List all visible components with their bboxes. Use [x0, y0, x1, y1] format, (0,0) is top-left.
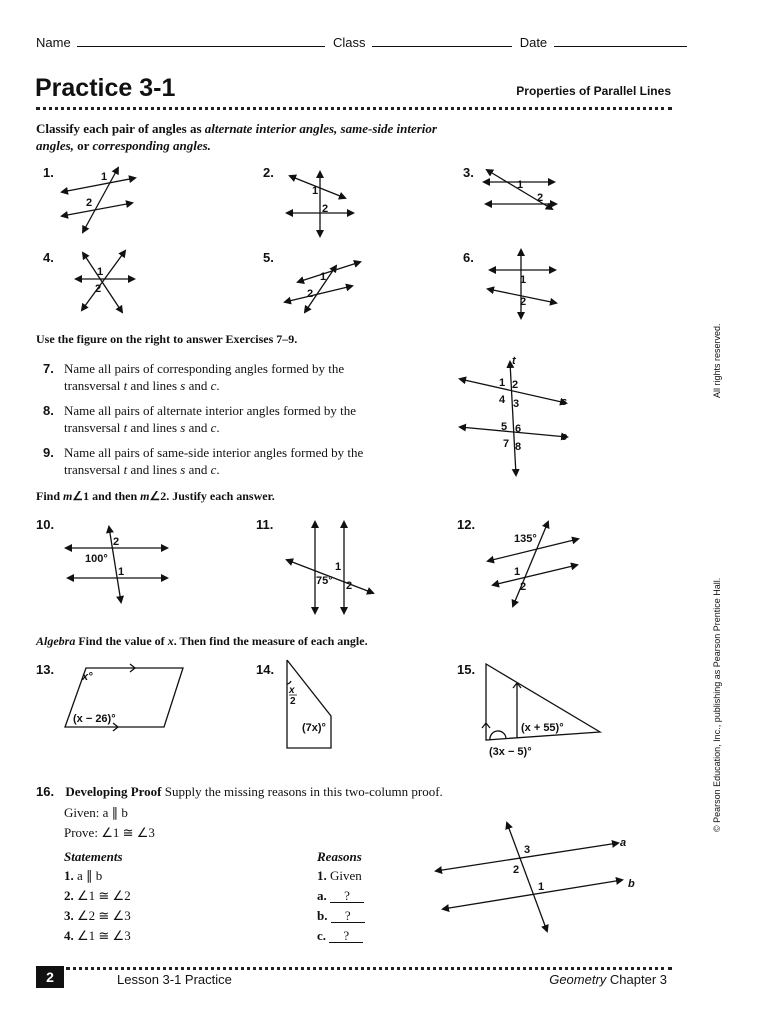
- figure-ex1: [62, 168, 135, 232]
- ex-num-10: 10.: [36, 517, 55, 532]
- footer-book: Geometry Chapter 3: [549, 972, 667, 987]
- label-ex16-2: 2: [513, 864, 520, 876]
- footer-divider: [66, 967, 672, 970]
- page-subtitle: Properties of Parallel Lines: [516, 84, 671, 98]
- prove: Prove: ∠1 ≅ ∠3: [64, 825, 155, 840]
- label-ex16-3: 3: [524, 844, 531, 856]
- label-angle-6: 6: [515, 423, 522, 435]
- ex-num-15: 15.: [457, 662, 476, 677]
- label-angle-1: 1: [499, 377, 506, 389]
- ex-num-14: 14.: [256, 662, 275, 677]
- label-ex3-2: 2: [537, 192, 544, 204]
- label-c: c: [561, 431, 568, 443]
- label-ex6-1: 1: [520, 274, 527, 286]
- label-ex15-3x5: (3x − 5)°: [489, 746, 532, 758]
- label-ex15-x55: (x + 55)°: [521, 722, 564, 734]
- statement-2: 2. ∠1 ≅ ∠2: [64, 888, 131, 903]
- figure-ex11: [287, 522, 373, 613]
- ex-num-1: 1.: [43, 165, 54, 180]
- reason-c[interactable]: c. ?: [317, 927, 363, 944]
- ex-num-3: 3.: [463, 165, 474, 180]
- label-ex3-1: 1: [517, 179, 524, 191]
- find-heading: Find m∠1 and then m∠2. Justify each answer.: [36, 489, 275, 503]
- label-s: s: [561, 396, 568, 408]
- label-angle-2: 2: [512, 379, 519, 391]
- date-label: Date: [519, 35, 548, 50]
- figure-ex16: [436, 823, 622, 931]
- label-ex12-135: 135°: [514, 533, 537, 545]
- label-ex11-75: 75°: [316, 575, 333, 587]
- statements-head: Statements: [64, 849, 123, 864]
- reason-a[interactable]: a. ?: [317, 887, 364, 904]
- label-ex16-b: b: [628, 878, 635, 890]
- page-title: Practice 3-1: [35, 74, 176, 102]
- ex-num-11: 11.: [256, 517, 274, 532]
- class-label: Class: [332, 35, 366, 50]
- reason-1: 1. Given: [317, 868, 362, 883]
- statement-4: 4. ∠1 ≅ ∠3: [64, 928, 131, 943]
- figure-ex5: [285, 262, 360, 312]
- exercise-8: 8. Name all pairs of alternate interior angles formed by the transversal t and lines s and c.: [43, 403, 357, 435]
- given: Given: a ∥ b: [64, 805, 128, 820]
- rights-reserved: All rights reserved.: [712, 323, 722, 398]
- exercise-9: 9. Name all pairs of same-side interior angles formed by the transversal t and lines s and c.: [43, 445, 364, 477]
- exercise-16: 16. Developing Proof Supply the missing reasons in this two-column proof.: [36, 784, 443, 799]
- label-ex12-2: 2: [520, 581, 527, 593]
- label-ex14-7x: (7x)°: [302, 722, 326, 734]
- label-ex16-1: 1: [538, 881, 545, 893]
- ex-num-13: 13.: [36, 662, 55, 677]
- label-ex2-2: 2: [322, 203, 329, 215]
- algebra-heading: Algebra Find the value of x. Then find the measure of each angle.: [36, 634, 368, 648]
- label-ex4-2: 2: [95, 283, 102, 295]
- ex-num-12: 12.: [457, 517, 476, 532]
- label-ex10-1: 1: [118, 566, 125, 578]
- label-ex13-x26: (x − 26)°: [73, 713, 116, 725]
- label-ex16-a: a: [620, 837, 627, 849]
- footer-lesson: Lesson 3-1 Practice: [117, 972, 232, 987]
- label-angle-4: 4: [499, 394, 506, 406]
- reason-b[interactable]: b. ?: [317, 907, 365, 924]
- statement-3: 3. ∠2 ≅ ∠3: [64, 908, 131, 923]
- label-angle-7: 7: [503, 438, 510, 450]
- label-ex10-100: 100°: [85, 553, 108, 565]
- label-ex1-1: 1: [101, 171, 108, 183]
- figure-instructions: Use the figure on the right to answer Exercises 7–9.: [36, 332, 298, 346]
- label-ex12-1: 1: [514, 566, 521, 578]
- reasons-head: Reasons: [317, 849, 362, 864]
- exercise-7: 7. Name all pairs of corresponding angles formed by the transversal t and lines s and c.: [43, 361, 345, 393]
- page-number: 2: [36, 966, 64, 988]
- label-ex6-2: 2: [520, 296, 527, 308]
- ex-num-4: 4.: [43, 250, 54, 265]
- label-ex11-1: 1: [335, 561, 342, 573]
- label-ex2-1: 1: [312, 185, 319, 197]
- statement-1: 1. a ∥ b: [64, 868, 103, 883]
- label-angle-3: 3: [513, 398, 520, 410]
- label-ex13-x: x°: [82, 671, 93, 683]
- figure-ex4: [76, 251, 134, 312]
- instructions-classify: Classify each pair of angles as alternate interior angles, same-side interior angles, or corresponding angles.: [36, 121, 437, 153]
- label-ex10-2: 2: [113, 536, 120, 548]
- ex-num-5: 5.: [263, 250, 274, 265]
- label-angle-5: 5: [501, 421, 508, 433]
- ex-num-6: 6.: [463, 250, 474, 265]
- label-ex14-2: 2: [290, 696, 296, 707]
- figure-ex2: [287, 172, 353, 236]
- label-ex1-2: 2: [86, 197, 93, 209]
- copyright-notice: © Pearson Education, Inc., publishing as Pearson Prentice Hall.: [712, 577, 722, 832]
- label-ex5-1: 1: [320, 271, 327, 283]
- name-label: Name: [36, 35, 71, 50]
- label-t: t: [512, 355, 516, 367]
- label-ex5-2: 2: [307, 288, 314, 300]
- label-angle-8: 8: [515, 441, 522, 453]
- label-ex4-1: 1: [97, 266, 104, 278]
- ex-num-2: 2.: [263, 165, 274, 180]
- label-ex14-x: x: [289, 685, 295, 696]
- label-ex11-2: 2: [346, 580, 353, 592]
